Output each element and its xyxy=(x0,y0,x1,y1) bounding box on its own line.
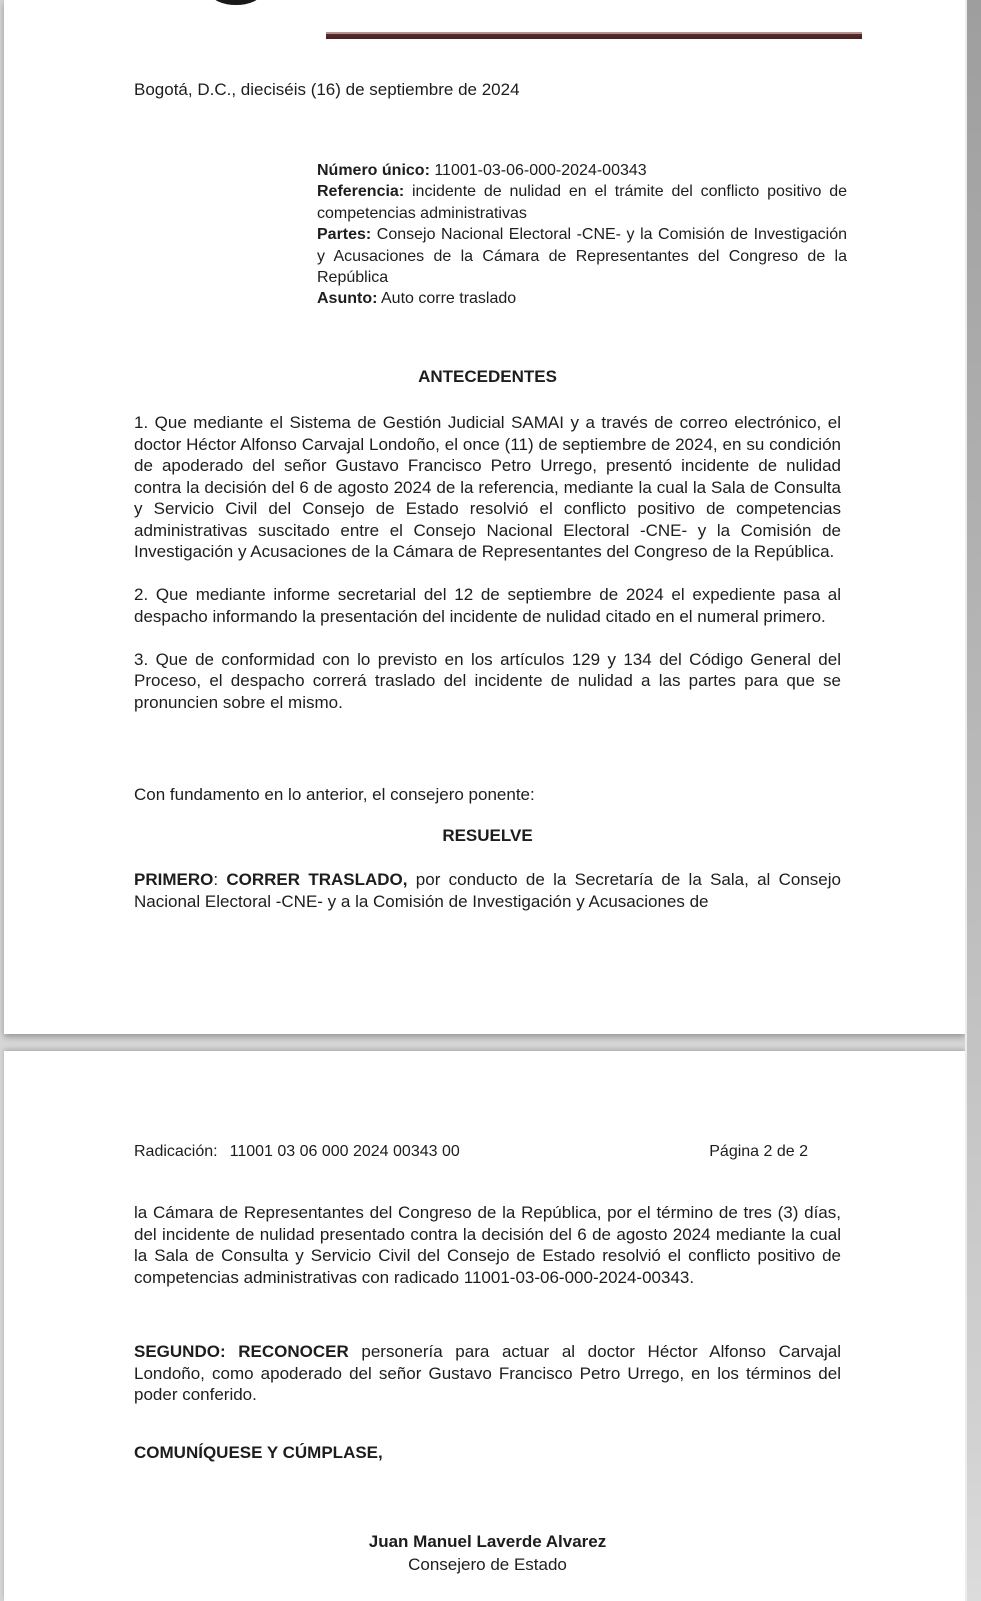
reference-text: Auto corre traslado xyxy=(381,290,517,308)
order-segundo xyxy=(134,1341,841,1406)
reference-item xyxy=(317,181,847,224)
reference-label: Referencia: xyxy=(317,183,405,201)
section-title-antecedentes: ANTECEDENTES xyxy=(418,367,557,386)
order-primero-action: CORRER TRASLADO, xyxy=(226,870,408,889)
reference-text: 11001-03-06-000-2024-00343 xyxy=(434,162,647,179)
antecedentes-paragraphs xyxy=(134,412,841,735)
signature-block xyxy=(134,1531,841,1576)
order-primero-label: PRIMERO xyxy=(134,870,214,889)
reference-item xyxy=(317,160,847,181)
document-page-1 xyxy=(4,0,965,1034)
reference-text: incidente de nulidad en el trámite del conflicto positivo de competencias administrativas xyxy=(317,183,847,222)
reference-label: Asunto: xyxy=(317,290,378,308)
reference-label: Número único: xyxy=(317,162,430,179)
paragraph: 2. Que mediante informe secretarial del 12 de septiembre de 2024 el expediente pasa al despacho informando la presentación del incidente de nulidad citado en el numeral primero. xyxy=(134,585,841,626)
signature-title: Consejero de Estado xyxy=(408,1554,567,1574)
order-primero-text: por conducto de la Secretaría de la Sala, al Consejo Nacional Electoral -CNE- y a la Comisión de Investigación y Acusaciones de xyxy=(134,870,841,911)
radicacion-value: 11001 03 06 000 2024 00343 00 xyxy=(229,1143,460,1160)
page2-header xyxy=(134,1141,841,1162)
reference-item xyxy=(317,288,847,309)
reference-item xyxy=(317,224,847,288)
paragraph: 1. Que mediante el Sistema de Gestión Judicial SAMAI y a través de correo electrónico, el doctor Héctor Alfonso Carvajal Londoño, el once (11) de septiembre de 2024, en su condición de apoderado del señor Gustavo Francisco Petro Urrego, presentó incidente de nulidad contra la decisión del 6 de agosto 2024 de la referencia, mediante la cual la Sala de Consulta y Servicio Civil del Consejo de Estado resolvió el conflicto positivo de competencias administrativas suscitado entre el Consejo Nacional Electoral -CNE- y la Comisión de Investigación y Acusaciones de la Cámara de Representantes del Congreso de la República. xyxy=(134,413,841,561)
radicacion xyxy=(134,1141,460,1162)
comuniquese-line: COMUNÍQUESE Y CÚMPLASE, xyxy=(134,1443,383,1462)
page-indicator: Página 2 de 2 xyxy=(709,1143,808,1160)
section-title-resuelve: RESUELVE xyxy=(442,826,533,845)
order-primero xyxy=(134,869,841,912)
reference-block xyxy=(317,160,847,310)
scrollbar[interactable] xyxy=(965,0,981,1601)
order-segundo-text: personería para actuar al doctor Héctor Alfonso Carvajal Londoño, como apoderado del señor Gustavo Francisco Petro Urrego, en los términos del poder conferido. xyxy=(134,1342,841,1404)
order-primero-continuation: la Cámara de Representantes del Congreso de la República, por el término de tres (3) días, del incidente de nulidad presentado contra la decisión del 6 de agosto 2024 mediante la cual la Sala de Consulta y Servicio Civil del Consejo de Estado resolvió el conflicto positivo de competencias administrativas con radicado 11001-03-06-000-2024-00343. xyxy=(134,1203,841,1287)
radicacion-label: Radicación: xyxy=(134,1143,218,1160)
document-page-2 xyxy=(4,1051,965,1601)
order-primero-separator: : xyxy=(213,870,227,889)
date-line: Bogotá, D.C., dieciséis (16) de septiembre de 2024 xyxy=(134,80,520,99)
signature-name: Juan Manuel Laverde Alvarez xyxy=(368,1532,607,1551)
order-segundo-label: SEGUNDO: RECONOCER xyxy=(134,1342,349,1361)
closing-line: Con fundamento en lo anterior, el consejero ponente: xyxy=(134,785,535,804)
paragraph: 3. Que de conformidad con lo previsto en los artículos 129 y 134 del Código General del Proceso, el despacho correrá traslado del incidente de nulidad a las partes para que se pronuncien sobre el mismo. xyxy=(134,649,841,712)
reference-label: Partes: xyxy=(317,226,372,244)
reference-text: Consejo Nacional Electoral -CNE- y la Comisión de Investigación y Acusaciones de la Cámara de Representantes del Congreso de la República xyxy=(317,226,847,287)
header-rule xyxy=(326,32,862,39)
seal-logo-fragment-icon xyxy=(212,0,260,5)
